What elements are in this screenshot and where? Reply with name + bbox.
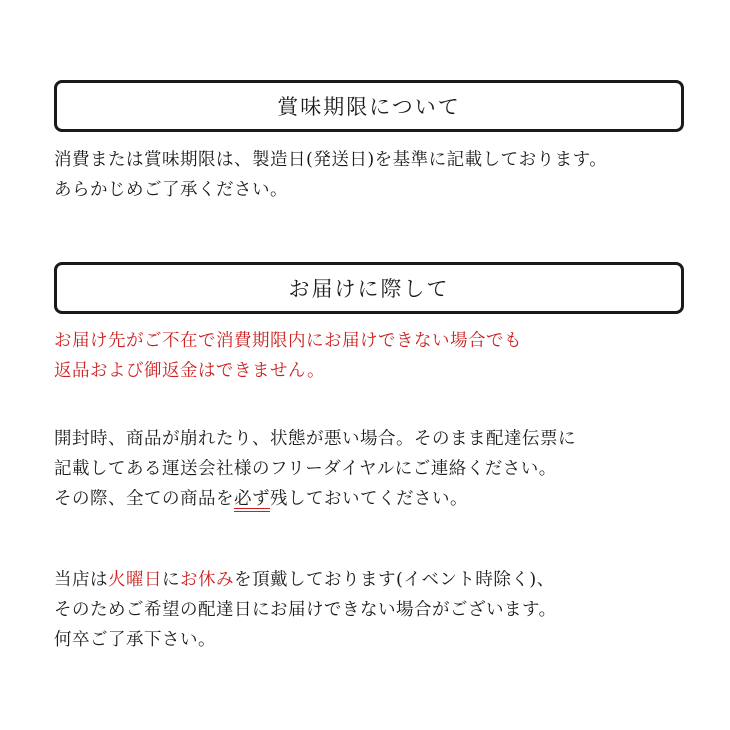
warning-line-1: お届け先がご不在で消費期限内にお届けできない場合でも (54, 331, 522, 351)
delivery-heading: お届けに際して (288, 277, 450, 301)
must-emphasis: 必ず (234, 489, 270, 509)
closed-day: 火曜日 (108, 570, 162, 590)
warning-line-2: 返品および御返金はできません。 (54, 361, 326, 381)
holiday-line-3: 何卒ご了承下さい。 (54, 630, 216, 650)
damage-instructions (54, 424, 704, 514)
closed-label: お休み (180, 570, 234, 590)
holiday-line-1-mid: に (162, 570, 180, 590)
expiry-heading-box (54, 80, 684, 132)
holiday-notice (54, 565, 704, 655)
delivery-heading-box (54, 262, 684, 314)
holiday-line-2: そのためご希望の配達日にお届けできない場合がございます。 (54, 600, 557, 620)
damage-line-3-before: その際、全ての商品を (54, 489, 234, 509)
damage-line-1: 開封時、商品が崩れたり、状態が悪い場合。そのまま配達伝票に (54, 429, 576, 449)
no-refund-warning (54, 326, 704, 386)
damage-line-3 (54, 484, 704, 514)
expiry-line-1: 消費または賞味期限は、製造日(発送日)を基準に記載しております。 (54, 150, 608, 170)
expiry-heading: 賞味期限について (277, 95, 461, 119)
holiday-line-1-before: 当店は (54, 570, 108, 590)
holiday-line-1-after: を頂戴しております(イベント時除く)、 (234, 570, 555, 590)
damage-line-2: 記載してある運送会社様のフリーダイヤルにご連絡ください。 (54, 459, 557, 479)
damage-line-3-after: 残しておいてください。 (270, 489, 468, 509)
expiry-paragraph (54, 145, 704, 205)
holiday-line-1 (54, 565, 704, 595)
expiry-line-2: あらかじめご了承ください。 (54, 180, 288, 200)
